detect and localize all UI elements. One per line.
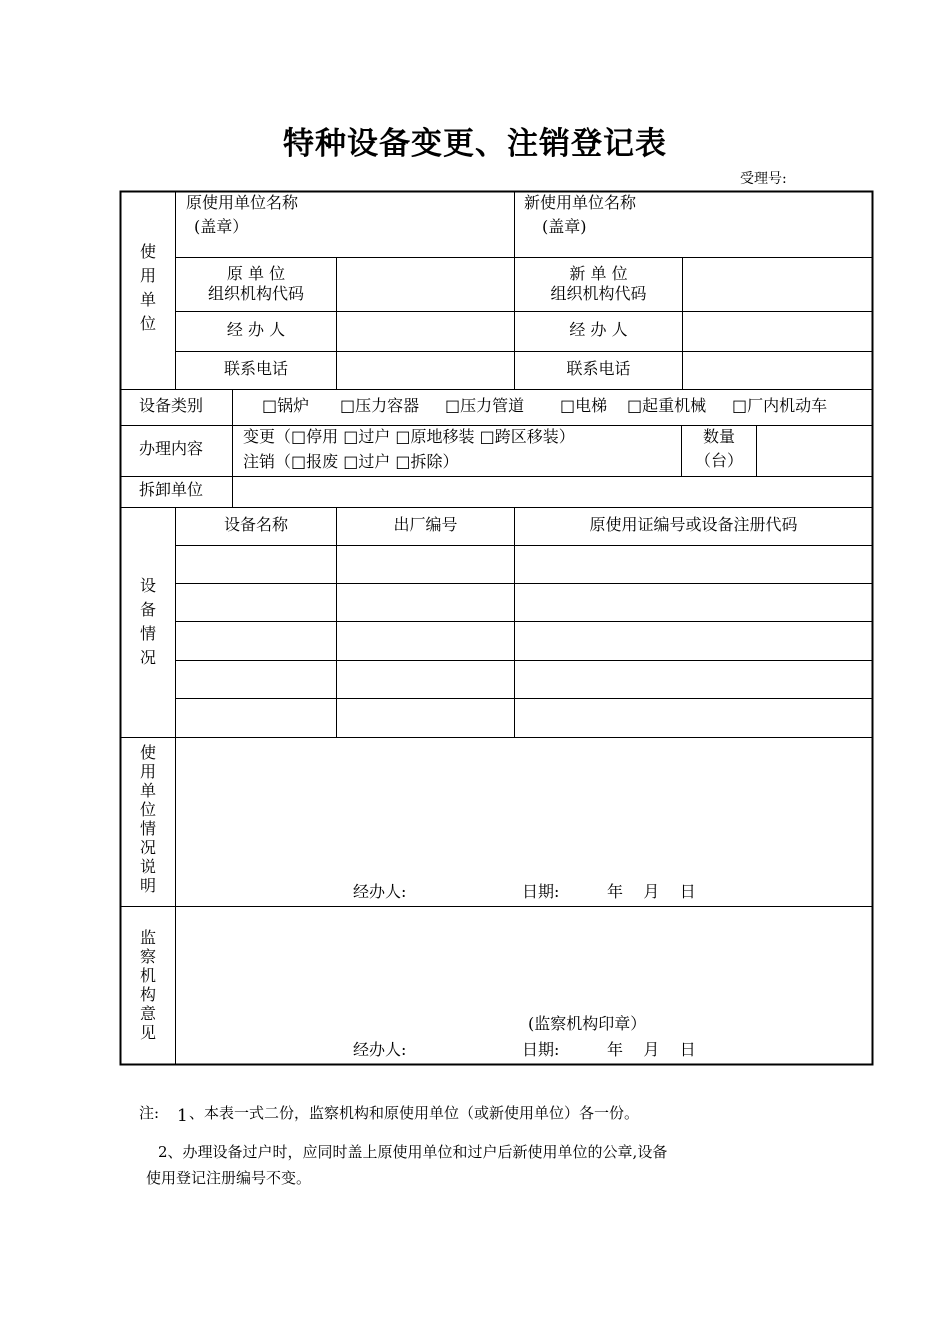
statement-handler-label: 经办人:: [353, 882, 407, 901]
statement-ymd: 年 月 日: [607, 882, 696, 901]
note-3-text: 使用登记注册编号不变。: [146, 1169, 312, 1187]
new-phone-label: 联系电话: [566, 359, 631, 378]
new-unit-name-label: 新使用单位名称: [524, 193, 637, 212]
dismantle-unit-label: 拆卸单位: [139, 480, 204, 499]
orig-handler-label: 经 办 人: [226, 320, 286, 339]
user-unit-side-label: 使 用 单 位: [139, 242, 156, 333]
new-handler-label: 经 办 人: [569, 320, 628, 339]
statement-date-label: 日期:: [522, 882, 560, 901]
note-1-number: 1: [177, 1106, 188, 1126]
inspection-ymd: 年 月 日: [607, 1040, 696, 1059]
page-title: 特种设备变更、注销登记表: [283, 126, 667, 162]
quantity-unit-label: （台）: [694, 451, 743, 470]
orig-unit-name-label: 原使用单位名称: [186, 193, 299, 212]
category-label: 设备类别: [139, 396, 204, 415]
orig-unit-seal: (盖章）: [194, 217, 249, 236]
column-header-registration-code: 原使用证编号或设备注册代码: [589, 515, 798, 534]
acceptance-number-label: 受理号:: [740, 171, 787, 187]
cancel-options-line[interactable]: 注销（□报废 □过户 □拆除）: [243, 452, 459, 471]
column-header-serial-number: 出厂编号: [393, 515, 458, 534]
equipment-side-label: 设 备 情 况: [139, 576, 156, 667]
checkbox-pressure-vessel[interactable]: □压力容器: [340, 396, 420, 415]
checkbox-crane[interactable]: □起重机械: [627, 396, 707, 415]
checkbox-factory-vehicle[interactable]: □厂内机动车: [732, 396, 828, 415]
business-label: 办理内容: [139, 439, 204, 458]
orig-code-label-line2: 组织机构代码: [207, 284, 304, 303]
orig-code-label-line1: 原 单 位: [226, 264, 286, 283]
change-options-line[interactable]: 变更（□停用 □过户 □原地移装 □跨区移装）: [243, 427, 575, 446]
inspection-seal-label: (监察机构印章）: [528, 1014, 647, 1033]
new-unit-seal: (盖章): [542, 217, 587, 236]
checkbox-pressure-pipe[interactable]: □压力管道: [445, 396, 525, 415]
quantity-label: 数量: [702, 427, 735, 446]
note-1-text: 、本表一式二份，监察机构和原使用单位（或新使用单位）各一份。: [189, 1104, 640, 1122]
new-code-label-line2: 组织机构代码: [550, 284, 647, 303]
inspection-date-label: 日期:: [522, 1040, 560, 1059]
checkbox-elevator[interactable]: □电梯: [560, 396, 608, 415]
inspection-handler-label: 经办人:: [353, 1040, 407, 1059]
new-code-label-line1: 新 单 位: [569, 264, 628, 283]
unit-statement-side-label: 使 用 单 位 情 况 说 明: [139, 743, 156, 895]
inspection-side-label: 监 察 机 构 意 见: [139, 928, 156, 1042]
column-header-equipment-name: 设备名称: [223, 515, 288, 534]
note-2-text: 2、办理设备过户时，应同时盖上原使用单位和过户后新使用单位的公章,设备: [158, 1143, 668, 1161]
note-prefix: 注:: [139, 1104, 160, 1122]
checkbox-boiler[interactable]: □锅炉: [262, 396, 310, 415]
orig-phone-label: 联系电话: [223, 359, 288, 378]
